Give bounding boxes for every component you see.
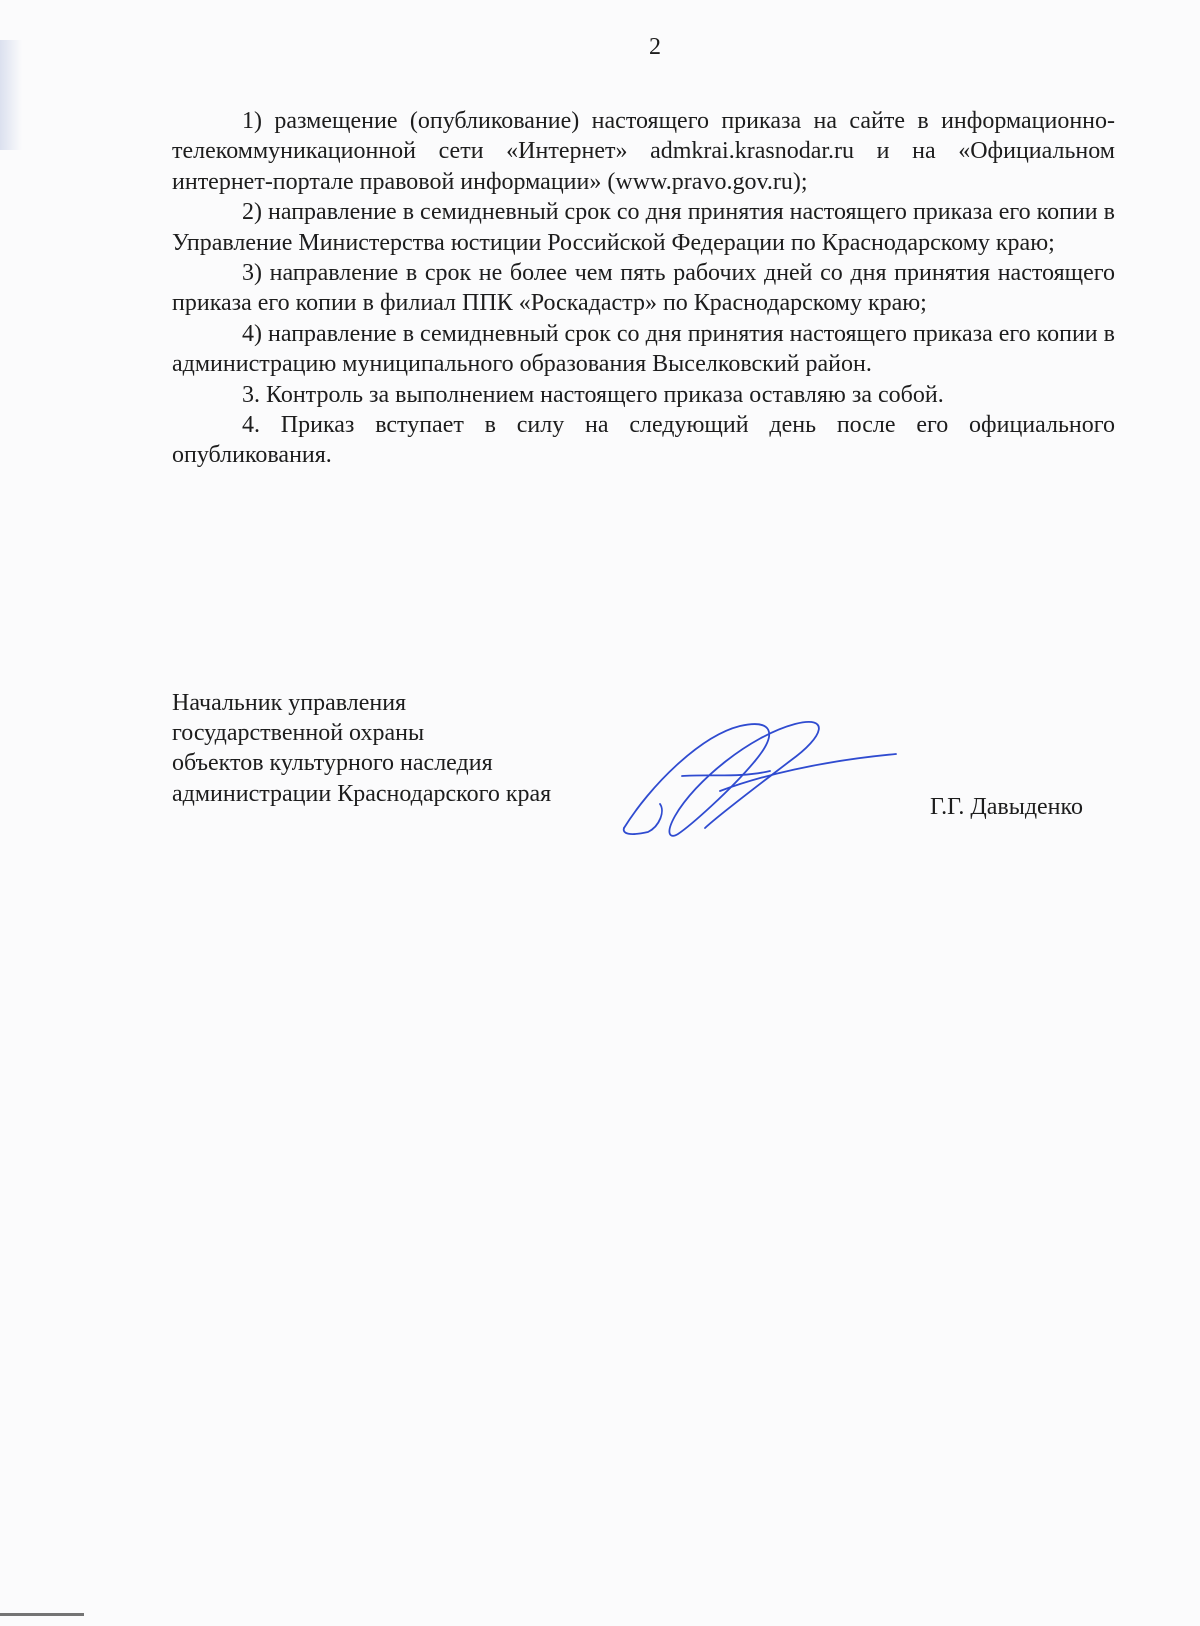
paragraph-control: 3. Контроль за выполнением настоящего приказа оставляю за собой. (242, 381, 944, 408)
scan-artifact-line (0, 1613, 84, 1616)
paragraph-publication: 1) размещение (опубликование) настоящего приказа на сайте в информационно-телекоммуникационной сети «Интернет» admkrai.krasnodar.ru и на «Официальном интернет-портале правовой информации» (www.pravo.gov.ru); (172, 108, 1115, 195)
position-line: государственной охраны (172, 720, 425, 747)
position-line: объектов культурного наследия (172, 750, 493, 777)
signer-name: Г.Г. Давыденко (930, 794, 1083, 820)
position-line: Начальник управления (172, 690, 407, 716)
paragraph-municipal-administration: 4) направление в семидневный срок со дня принятия настоящего приказа его копии в администрацию муниципального образования Выселковский район. (172, 320, 1115, 378)
handwritten-signature (620, 716, 900, 841)
signatory-position (172, 688, 551, 809)
paragraph-entry-into-force: 4. Приказ вступает в силу на следующий день после его официального опубликования. (172, 412, 1115, 469)
paragraph-roskadastr: 3) направление в срок не более чем пять рабочих дней со дня принятия настоящего приказа его копии в филиал ППК «Роскадастр» по Краснодарскому краю; (172, 260, 1115, 317)
page-number: 2 (649, 34, 661, 60)
document-body (172, 106, 1115, 471)
paragraph-ministry-of-justice: 2) направление в семидневный срок со дня принятия настоящего приказа его копии в Управление Министерства юстиции Российской Федерации по Краснодарскому краю; (172, 199, 1115, 256)
position-line: администрации Краснодарского края (172, 780, 552, 807)
